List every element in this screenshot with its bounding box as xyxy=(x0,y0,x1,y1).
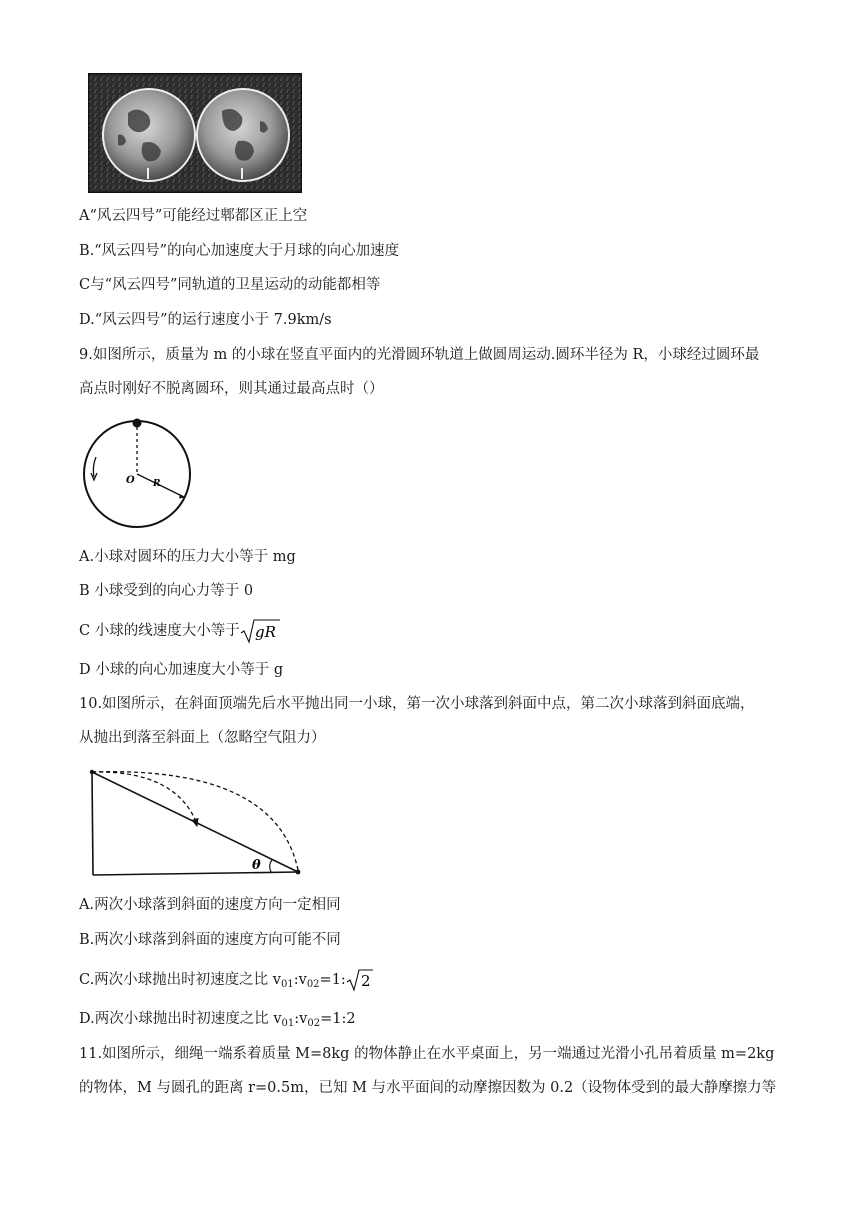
sqrt-gr-radicand: gR xyxy=(254,623,276,641)
q9-option-c xyxy=(79,618,280,644)
q10-option-d-ratio: =1:2 xyxy=(320,1011,356,1027)
landing-arrow-icon xyxy=(192,818,198,826)
sqrt-2-radicand: 2 xyxy=(360,972,371,990)
ball xyxy=(133,419,142,428)
label-o: O xyxy=(126,475,135,486)
q10-stem-line1: 10.如图所示，在斜面顶端先后水平抛出同一小球，第一次小球落到斜面中点，第二次小球落到斜面底端， xyxy=(79,696,755,712)
q10-option-b: B.两次小球落到斜面的速度方向可能不同 xyxy=(79,932,341,948)
sqrt-2 xyxy=(346,968,374,992)
label-theta: θ xyxy=(252,858,261,873)
q9-option-d: D 小球的向心加速度大小等于 g xyxy=(79,662,284,678)
subscript: 02 xyxy=(306,979,320,990)
q9-stem-line1: 9.如图所示，质量为 m 的小球在竖直平面内的光滑圆环轨道上做圆周运动.圆环半径为 R，小球经过圆环最 xyxy=(79,347,760,363)
rotation-arrow-icon xyxy=(93,457,96,477)
q10-option-d xyxy=(79,1009,356,1034)
circle-track-figure xyxy=(80,413,200,531)
radius-line xyxy=(137,474,184,497)
q10-option-c-mid: :v xyxy=(293,972,307,988)
incline-vertical-side xyxy=(92,772,93,875)
q8-option-b: B.“风云四号”的向心加速度大于月球的向心加速度 xyxy=(79,243,400,259)
q10-option-c-ratio: =1: xyxy=(319,972,346,988)
q10-stem-line2: 从抛出到落至斜面上（忽略空气阻力） xyxy=(79,730,326,746)
q10-option-d-text: D.两次小球抛出时初速度之比 v xyxy=(79,1011,282,1027)
q8-option-d: D.“风云四号”的运行速度小于 7.9km/s xyxy=(79,312,332,328)
q10-option-c-text: C.两次小球抛出时初速度之比 v xyxy=(79,972,281,988)
sqrt-gr xyxy=(240,618,280,644)
q11-stem-line1: 11.如图所示，细绳一端系着质量 M=8kg 的物体静止在水平桌面上，另一端通过光滑小孔吊着质量 m=2kg xyxy=(79,1046,775,1062)
q9-option-a: A.小球对圆环的压力大小等于 mg xyxy=(79,549,296,565)
q9-option-b: B 小球受到的向心力等于 0 xyxy=(79,583,254,599)
q10-option-c xyxy=(79,968,374,995)
subscript: 02 xyxy=(307,1018,321,1029)
q8-option-c: C与“风云四号”同轨道的卫星运动的动能都相等 xyxy=(79,277,381,293)
q10-option-d-mid: :v xyxy=(294,1011,308,1027)
q10-option-a: A.两次小球落到斜面的速度方向一定相同 xyxy=(79,897,341,913)
earth-images-icon xyxy=(88,73,302,193)
incline-projectile-figure xyxy=(86,766,306,880)
q11-stem-line2: 的物体，M 与圆孔的距离 r=0.5m，已知 M 与水平面间的动摩擦因数为 0.2（设物体受到的最大静摩擦力等 xyxy=(79,1080,777,1096)
angle-arc xyxy=(270,860,272,872)
satellite-earth-figure xyxy=(88,73,302,193)
incline-base xyxy=(93,872,298,875)
subscript: 01 xyxy=(281,979,294,990)
q9-stem-line2: 高点时刚好不脱离圆环，则其通过最高点时（） xyxy=(79,381,384,397)
q8-option-a: A“风云四号”可能经过郫都区正上空 xyxy=(79,208,308,224)
subscript: 01 xyxy=(281,1018,295,1029)
q9-option-c-text: C 小球的线速度大小等于 xyxy=(79,623,240,639)
label-r: R xyxy=(153,479,161,489)
